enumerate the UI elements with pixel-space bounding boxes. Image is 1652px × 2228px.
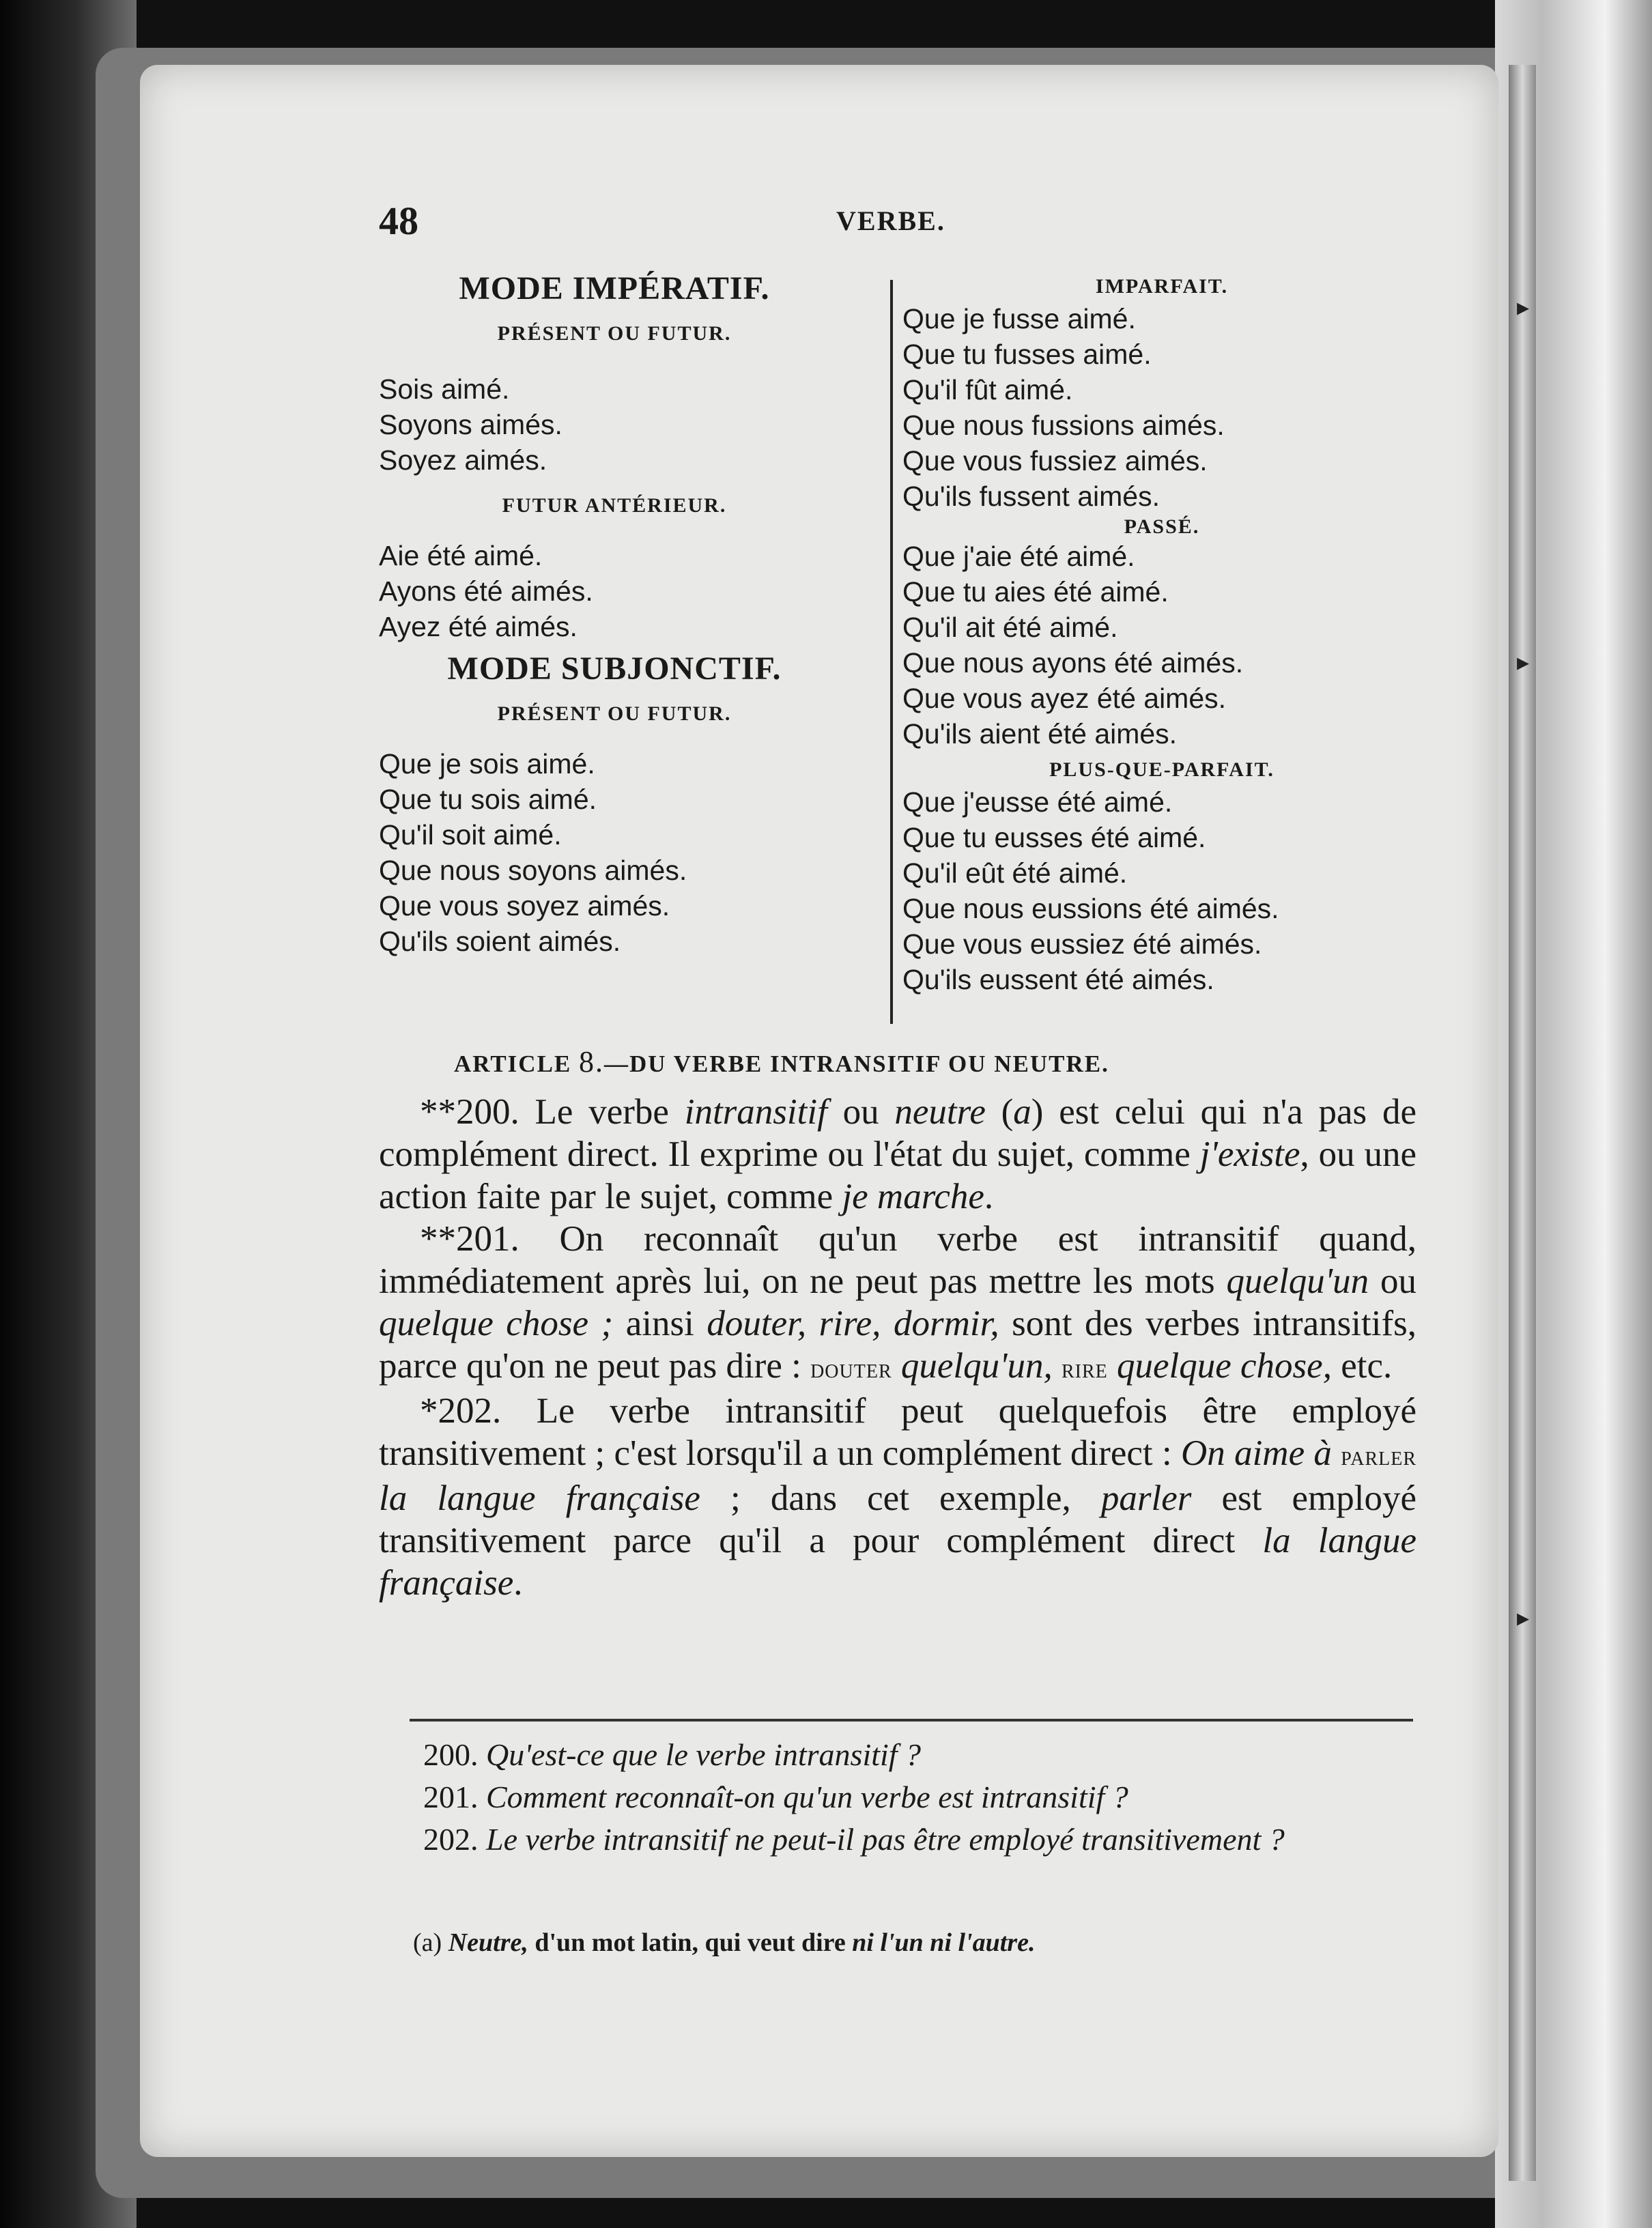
article-title: —DU VERBE INTRANSITIF OU NEUTRE. [604,1051,1109,1077]
conjugation-line: Soyons aimés. [379,409,562,440]
text-run: etc. [1331,1346,1393,1386]
conjugation-line: Soyez aimés. [379,444,547,476]
text-run: . [513,1563,523,1603]
article-body [379,1091,1416,1604]
text-run [1332,1433,1341,1473]
question-text: Comment reconnaît-on qu'un verbe est intransitif ? [486,1780,1128,1814]
imparfait-list [902,301,1421,514]
text-run: ou [827,1092,895,1132]
conjugation-line: Qu'il eût été aimé. [902,857,1128,889]
conjugation-line: Que je sois aimé. [379,748,595,780]
paragraph-number: **200. [420,1092,519,1132]
conjugation-line: Que j'aie été aimé. [902,541,1135,572]
question-201 [379,1776,1416,1818]
conjugation-line: Que j'eusse été aimé. [902,786,1173,818]
question-number: 202. [423,1822,479,1857]
footnote-ref: a [1013,1092,1031,1132]
column-divider [890,280,893,1024]
text-run: ( [985,1092,1014,1132]
conjugation-line: Aie été aimé. [379,540,543,571]
mode-imperatif-heading: MODE IMPÉRATIF. [459,270,770,306]
italic-run: je marche [842,1177,984,1216]
italic-run: quelqu'un, [900,1346,1053,1386]
italic-run: ni l'un ni l'autre. [852,1928,1036,1957]
text-run: ainsi [613,1304,707,1343]
mode-subjonctif-heading: MODE SUBJONCTIF. [447,651,782,687]
imperatif-present-heading: PRÉSENT OU FUTUR. [497,322,732,345]
conjugation-line: Qu'il fût aimé. [902,374,1073,405]
conjugation-line: Que nous eussions été aimés. [902,893,1279,924]
text-run: d'un mot latin, qui veut dire [528,1928,853,1957]
conjugation-line: Qu'ils eussent été aimés. [902,964,1214,995]
conjugation-line: Ayons été aimés. [379,575,593,607]
italic-run: j'existe [1199,1134,1300,1174]
question-number: 201. [423,1780,479,1814]
subjonctif-present-heading: PRÉSENT OU FUTUR. [497,702,732,725]
small-caps-run: douter [810,1353,892,1384]
text-run: ou [1369,1261,1416,1301]
italic-run: neutre [894,1092,986,1132]
footnote [413,1925,1416,1960]
italic-run: la langue française [379,1521,1416,1603]
edge-mark: ▸ [1517,648,1530,676]
italic-run: quelqu'un [1226,1261,1369,1301]
running-title: VERBE. [836,205,945,236]
conjugation-line: Qu'il soit aimé. [379,819,562,851]
conjugation-line: Que je fusse aimé. [902,303,1136,334]
conjugation-line: Que tu sois aimé. [379,784,597,815]
italic-run: intransitif [684,1092,827,1132]
futur-anterieur-heading: FUTUR ANTÉRIEUR. [502,494,727,517]
article-number: 8. [579,1045,605,1079]
italic-run: quelque chose, [1117,1346,1332,1386]
conjugation-line: Sois aimé. [379,373,510,405]
left-column [379,270,850,959]
page-gutter [1509,65,1536,2181]
text-run: est employé transitivement parce qu'il a pour complément direct [379,1479,1417,1560]
question-text: Qu'est-ce que le verbe intransitif ? [486,1737,922,1772]
italic-run: quelque chose ; [379,1304,614,1343]
small-caps-run: parler [1341,1440,1416,1471]
question-200 [379,1734,1416,1776]
text-run: ; dans cet exemple, [700,1479,1101,1518]
subjonctif-present-list [379,746,850,959]
conjugation-line: Que vous fussiez aimés. [902,445,1208,476]
paragraph-number: **201. [420,1219,519,1259]
paragraph-number: *202. [420,1391,502,1431]
italic-run: On aime à [1180,1433,1332,1473]
footnote-label: (a) [413,1928,442,1957]
conjugation-line: Que vous soyez aimés. [379,890,670,922]
conjugation-line: Que vous ayez été aimés. [902,683,1227,714]
conjugation-line: Que tu eusses été aimé. [902,822,1206,853]
conjugation-line: Que nous ayons été aimés. [902,647,1244,679]
italic-run: Neutre, [448,1928,528,1957]
text-run: Le verbe intransitif peut quelquefois être employé transitivement ; c'est lorsqu'il a un complément direct : [379,1391,1416,1473]
text-run [1053,1346,1062,1386]
conjugation-line: Qu'ils aient été aimés. [902,718,1178,749]
italic-run: la langue française [379,1479,700,1518]
question-202 [379,1818,1416,1861]
conjugation-line: Qu'ils fussent aimés. [902,481,1160,512]
passe-list [902,539,1421,752]
edge-mark: ▸ [1517,1604,1530,1632]
edge-mark: ▸ [1517,294,1530,322]
futur-anterieur-list [379,538,850,644]
conjugation-line: Que vous eussiez été aimés. [902,928,1262,960]
italic-run: douter, rire, dormir, [707,1304,999,1343]
conjugation-line: Ayez été aimés. [379,611,578,642]
text-run: Le verbe [519,1092,685,1132]
conjugation-line: Que tu aies été aimé. [902,576,1169,608]
plus-que-parfait-heading: PLUS-QUE-PARFAIT. [1049,758,1274,781]
paragraph-201 [379,1218,1416,1390]
text-run: . [984,1177,994,1216]
paragraph-202 [379,1390,1416,1604]
plus-que-parfait-list [902,784,1421,997]
right-column [902,270,1421,997]
text-run [1108,1346,1117,1386]
text-run: ) est celui qui n'a pas de complément direct. Il exprime ou l'état du sujet, comme [379,1092,1416,1174]
page-number: 48 [379,199,418,243]
small-caps-run: rire [1061,1353,1108,1384]
review-questions [379,1734,1416,1861]
passe-heading: PASSÉ. [1124,515,1200,538]
imperatif-present-list [379,371,850,478]
text-run: , ou une action faite par le sujet, comme [379,1134,1416,1216]
conjugation-line: Que nous soyons aimés. [379,855,687,886]
text-run: On reconnaît qu'un verbe est intransitif quand, immédiatement après lui, on ne peut pas mettre les mots [379,1219,1416,1301]
imparfait-heading: IMPARFAIT. [1095,275,1229,298]
conjugation-line: Qu'ils soient aimés. [379,926,621,957]
article-heading [454,1044,1423,1079]
conjugation-line: Que nous fussions aimés. [902,410,1225,441]
paragraph-200 [379,1091,1416,1218]
conjugation-line: Que tu fusses aimé. [902,339,1152,370]
conjugation-line: Qu'il ait été aimé. [902,612,1118,643]
question-number: 200. [423,1737,479,1772]
question-text: Le verbe intransitif ne peut-il pas être employé transitivement ? [486,1822,1285,1857]
footnote-divider [410,1719,1413,1722]
italic-run: parler [1100,1479,1192,1518]
text-run: sont des verbes intransitifs, parce qu'on ne peut pas dire : [379,1304,1416,1386]
article-label: ARTICLE [454,1051,572,1077]
text-run [892,1346,901,1386]
